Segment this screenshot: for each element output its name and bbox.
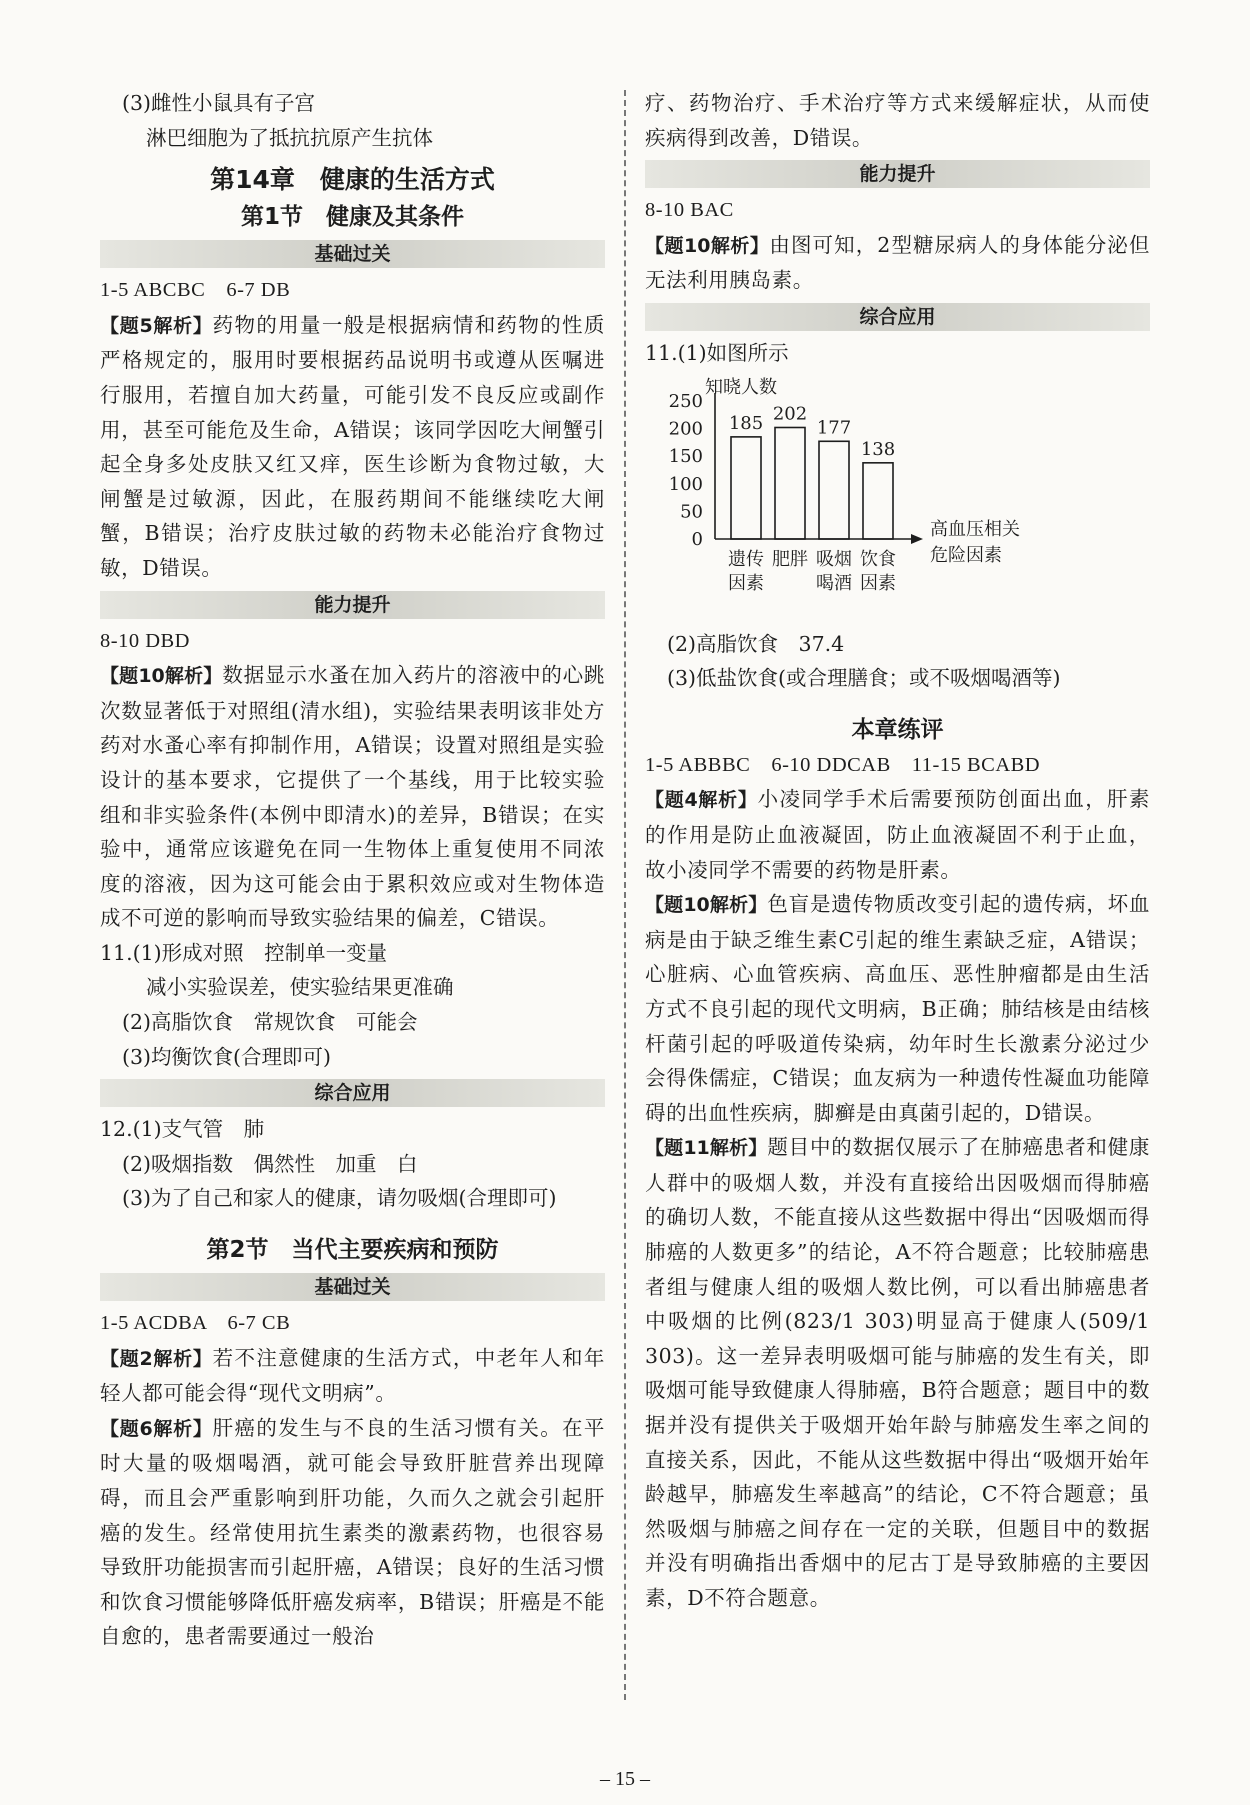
q11b-analysis [645, 1130, 1150, 1615]
q11-line1: 11.(1)形成对照 控制单一变量 [100, 940, 388, 965]
q4-tag: 【题4解析】 [645, 789, 758, 812]
bar [819, 441, 849, 539]
q11-right-line2: (2)高脂饮食 37.4 [667, 631, 845, 656]
q10-analysis [100, 658, 605, 936]
ability-answers: 8-10 DBD [100, 629, 190, 652]
q11b-text: 题目中的数据仅展示了在肺癌患者和健康人群中的吸烟人数，并没有直接给出因吸烟而得肺癌的确切人数，不能直接从这些数据中得出“因吸烟而得肺癌的人数更多”的结论，A不符合题意；比较肺癌患者组与健康人组的吸烟人数比例，可以看出肺癌患者中吸烟的比例(823/1 303)明显高于健康人(509/1 303)。这一差异表明吸烟可能与肺癌的发生有关，即吸烟可能导致健康人得肺癌，B符合题意；题目中的数据并没有提供关于吸烟开始年龄与肺癌发生率之间的直接关系，因此，不能从这些数据中得出“吸烟开始年龄越早，肺癌发生率越高”的结论，C不符合题意；虽然吸烟与肺癌之间存在一定的关联，但题目中的数据并没有明确指出香烟中的尼古丁是导致肺癌的主要因素，D不符合题意。 [645, 1135, 1150, 1610]
q4-text: 小凌同学手术后需要预防创面出血，肝素的作用是防止血液凝固，防止血液凝固不利于止血，故小凌同学不需要的药物是肝素。 [645, 787, 1150, 882]
q5-tag: 【题5解析】 [100, 314, 213, 337]
y-tick-label: 0 [691, 528, 703, 550]
q4-analysis [645, 782, 1150, 887]
q11-right-line3: (3)低盐饮食(或合理膳食；或不吸烟喝酒等) [667, 666, 1061, 691]
x-axis-title-line1: 高血压相关 [930, 518, 1020, 540]
q2-tag: 【题2解析】 [100, 1347, 213, 1370]
x-axis-title-line2: 危险因素 [930, 544, 1002, 566]
section2-title: 第2节 当代主要疾病和预防 [206, 1237, 499, 1264]
q6-analysis [100, 1411, 605, 1654]
right-column [645, 86, 1150, 1616]
q5-text: 药物的用量一般是根据病情和药物的性质严格规定的，服用时要根据药品说明书或遵从医嘱进行服用，若擅自加大药量，可能引发不良反应或副作用，甚至可能危及生命，A错误；该同学因吃大闸蟹引起全身多处皮肤又红又痒，医生诊断为食物过敏，大闸蟹是过敏源，因此，在服药期间不能继续吃大闸蟹，B错误；治疗皮肤过敏的药物未必能治疗食物过敏，D错误。 [100, 312, 605, 580]
item3-line2: 淋巴细胞为了抵抗抗原产生抗体 [146, 125, 433, 150]
q10-analysis-right [645, 228, 1150, 298]
bar [863, 462, 893, 538]
x-axis-arrow-icon [911, 534, 923, 544]
q10b-analysis [645, 887, 1150, 1130]
q5-analysis [100, 308, 605, 586]
apply-header: 综合应用 [100, 1079, 605, 1107]
bar [731, 436, 761, 538]
basic-header: 基础过关 [100, 240, 605, 268]
bar-value-label: 177 [816, 416, 852, 438]
item3-line1: (3)雌性小鼠具有子宫 [122, 91, 316, 115]
category-label-line2: 喝酒 [816, 572, 852, 594]
q2-analysis [100, 1341, 605, 1411]
q10-tag: 【题10解析】 [100, 665, 223, 688]
q11-line4: (3)均衡饮食(合理即可) [122, 1044, 332, 1069]
basic2-header: 基础过关 [100, 1273, 605, 1301]
basic-answers: 1-5 ABCBC 6-7 DB [100, 279, 291, 302]
y-tick-label: 50 [680, 500, 703, 522]
bar-chart [645, 373, 1150, 621]
ability-answers-right: 8-10 BAC [645, 199, 734, 222]
q11-right-line1: 11.(1)如图所示 [645, 340, 789, 365]
review-title: 本章练评 [851, 716, 944, 743]
q11-line2: 减小实验误差，使实验结果更准确 [146, 975, 454, 1000]
bar-value-label: 202 [772, 403, 808, 425]
category-label: 遗传 [728, 548, 764, 570]
q10b-text: 色盲是遗传物质改变引起的遗传病，坏血病是由于缺乏维生素C引起的维生素缺乏症，A错误；心脏病、心血管疾病、高血压、恶性肿瘤都是由生活方式不良引起的现代文明病，B正确；肺结核是由结核杆菌引起的呼吸道传染病，幼年时生长激素分泌过少会得侏儒症，C错误；血友病为一种遗传性凝血功能障碍的出血性疾病，脚癣是由真菌引起的，D错误。 [645, 892, 1150, 1125]
ability-header-right: 能力提升 [645, 160, 1150, 188]
q10-text-right: 由图可知，2型糖尿病人的身体能分泌但无法利用胰岛素。 [645, 232, 1150, 293]
basic2-answers: 1-5 ACDBA 6-7 CB [100, 1312, 291, 1335]
chapter-title: 第14章 健康的生活方式 [210, 165, 495, 195]
q12-line3: (3)为了自己和家人的健康，请勿吸烟(合理即可) [122, 1186, 557, 1211]
bar [775, 427, 805, 539]
bar-value-label: 138 [860, 438, 896, 460]
q11b-tag: 【题11解析】 [645, 1137, 768, 1160]
left-column [100, 86, 605, 1654]
q12-line1: 12.(1)支气管 肺 [100, 1117, 265, 1142]
bar-value-label: 185 [728, 412, 764, 434]
y-tick-label: 150 [668, 445, 703, 467]
y-tick-label: 200 [668, 418, 703, 440]
y-tick-label: 250 [668, 390, 703, 412]
q10-tag-right: 【题10解析】 [645, 234, 770, 257]
y-axis-title: 知晓人数 [705, 376, 777, 398]
q10b-tag: 【题10解析】 [645, 894, 768, 917]
review-answers: 1-5 ABBBC 6-10 DDCAB 11-15 BCABD [645, 753, 1041, 776]
q2-text: 若不注意健康的生活方式，中老年人和年轻人都可能会得“现代文明病”。 [100, 1345, 605, 1406]
q10-text: 数据显示水蚤在加入药片的溶液中的心跳次数显著低于对照组(清水组)，实验结果表明该非处方药对水蚤心率有抑制作用，A错误；设置对照组是实验设计的基本要求，它提供了一个基线，用于比较实验组和非实验条件(本例中即清水)的差异，B错误；在实验中，通常应该避免在同一生物体上重复使用不同浓度的溶液，因为这可能会由于累积效应或对生物体造成不可逆的影响而导致实验结果的偏差，C错误。 [100, 663, 605, 931]
y-tick-label: 100 [668, 473, 703, 495]
q12-line2: (2)吸烟指数 偶然性 加重 白 [122, 1151, 418, 1176]
category-label: 吸烟 [816, 548, 852, 570]
column-divider [624, 90, 626, 1700]
q6-text: 肝癌的发生与不良的生活习惯有关。在平时大量的吸烟喝酒，就可能会导致肝脏营养出现障碍，而且会严重影响到肝功能，久而久之就会引起肝癌的发生。经常使用抗生素类的激素药物，也很容易导致肝功能损害而引起肝癌，A错误；良好的生活习惯和饮食习惯能够降低肝癌发病率，B错误；肝癌是不能自愈的，患者需要通过一般治 [100, 1415, 605, 1649]
category-label: 肥胖 [772, 548, 808, 570]
ability-header: 能力提升 [100, 591, 605, 619]
q11-line3: (2)高脂饮食 常规饮食 可能会 [122, 1010, 418, 1035]
q6-tag: 【题6解析】 [100, 1417, 213, 1440]
category-label-line2: 因素 [860, 572, 896, 594]
category-label-line2: 因素 [728, 572, 764, 594]
page-number: – 15 – [600, 1768, 650, 1790]
category-label: 饮食 [860, 548, 896, 570]
continued-text: 疗、药物治疗、手术治疗等方式来缓解症状，从而使疾病得到改善，D错误。 [645, 91, 1150, 150]
apply-header-right: 综合应用 [645, 303, 1150, 331]
section1-title: 第1节 健康及其条件 [240, 204, 464, 231]
